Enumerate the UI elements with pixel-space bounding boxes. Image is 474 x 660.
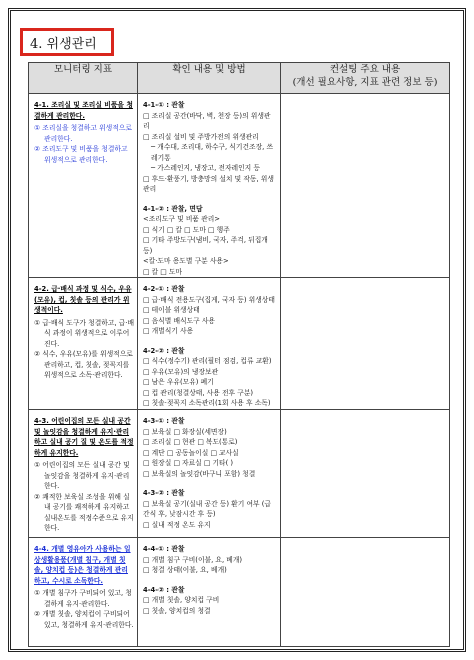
check-item: □ 테이블 위생상태 xyxy=(143,306,200,314)
indicator-item: ① 급·배식 도구가 청결하고, 급·배식 과정이 위생적으로 이루어진다. xyxy=(34,318,135,348)
check-heading: 4-4-① : 관찰 xyxy=(143,545,185,553)
table-row xyxy=(29,278,450,410)
consulting-cell[interactable] xyxy=(281,278,450,410)
check-item: □ 칫솔, 양치컵의 청결 xyxy=(143,606,211,615)
consulting-cell[interactable] xyxy=(281,410,450,538)
check-item: <칼·도마 용도별 구분 사용> xyxy=(143,257,229,265)
check-item: □ 칼 □ 도마 xyxy=(143,267,183,276)
indicator-item: ① 어린이집의 모든 실내 공간 및 놀잇감을 청결하게 유지·관리한다. xyxy=(34,461,130,490)
check-item: □ 후드·환풍기, 방충망의 설치 및 작동, 위생관리 xyxy=(143,174,274,193)
consulting-cell[interactable] xyxy=(281,538,450,647)
check-item: □ 남은 우유(모유) 폐기 xyxy=(143,378,214,386)
check-item: □ 계단 □ 공동놀이실 □ 교사실 xyxy=(143,448,239,457)
check-item: □ 컵 관리(청결상태, 사용 전후 구분) xyxy=(143,388,254,397)
check-subitem: ─ 가스레인지, 냉장고, 전자레인지 등 xyxy=(151,164,260,172)
check-heading: 4-3-① : 관찰 xyxy=(143,417,185,425)
check-heading: 4-1-① : 관찰 xyxy=(143,101,185,109)
check-cell xyxy=(138,538,281,647)
check-cell xyxy=(138,410,281,538)
indicator-title: 4-3. 어린이집의 모든 실내 공간 및 놀잇감을 청결하게 유지·관리하고 실내 공기 질 및 온도를 적정하게 유지한다. xyxy=(34,417,134,457)
check-heading: 4-2-② : 관찰 xyxy=(143,346,185,355)
table-header-row xyxy=(29,63,450,94)
check-heading: 4-3-② : 관찰 xyxy=(143,489,185,497)
header-consulting xyxy=(281,63,450,94)
check-heading: 4-1-② : 관찰, 면담 xyxy=(143,204,203,213)
table-row xyxy=(29,538,450,647)
header-check-method: 확인 내용 및 방법 xyxy=(138,63,281,94)
check-item: □ 개별 칫솔, 양치컵 구비 xyxy=(143,596,220,604)
check-item: □ 식기 □ 칼 □ 도마 □ 행주 xyxy=(143,225,230,234)
check-heading: 4-4-② : 관찰 xyxy=(143,585,185,594)
check-item: □ 식수(정수기) 관리(필터 점검, 컵류 교환) xyxy=(143,357,272,365)
header-indicator: 모니터링 지표 xyxy=(29,63,138,94)
header-consulting-line1: 컨설팅 주요 내용 xyxy=(329,64,401,75)
indicator-item: ① 개별 침구가 구비되어 있고, 청결하게 유지·관리한다. xyxy=(34,589,132,608)
indicator-title: 4-4. 개별 영유아가 사용하는 일상생활용품(개별 침구, 개별 칫솔, 양치컵 등)은 청결하게 관리하고, 수시로 소독한다. xyxy=(34,545,131,585)
check-item: □ 보육실 □ 화장실(세면장) xyxy=(143,427,227,436)
check-item: □ 음식별 배식도구 사용 xyxy=(143,316,215,325)
check-item: □ 조리실 설비 및 주방가전의 위생관리 xyxy=(143,132,259,141)
check-item: □ 개별 침구 구비(이불, 요, 베개) xyxy=(143,555,243,564)
check-item: □ 조리실 공간(바닥, 벽, 천장 등)의 위생관리 xyxy=(143,111,271,130)
check-item: □ 조리실 □ 현관 □ 복도(통로) xyxy=(143,438,238,446)
indicator-title: 4-1. 조리실 및 조리실 비품을 청결하게 관리한다. xyxy=(34,101,133,120)
check-item: □ 보육실의 놀잇감(바구니 포함) 청결 xyxy=(143,469,256,478)
indicator-item: ② 조리도구 및 비품을 청결하고 위생적으로 관리한다. xyxy=(34,145,128,164)
check-item: □ 기타 주방도구(냄비, 국자, 주걱, 뒤집개 등) xyxy=(143,236,268,255)
table-row xyxy=(29,410,450,538)
indicator-cell xyxy=(29,278,138,410)
indicator-cell xyxy=(29,538,138,647)
header-consulting-line2: (개선 필요사항, 지표 관련 정보 등) xyxy=(292,77,438,88)
check-item: □ 급·배식 전용도구(집게, 국자 등) 위생상태 xyxy=(143,295,275,304)
table-row xyxy=(29,94,450,278)
indicator-cell xyxy=(29,94,138,278)
check-heading: 4-2-① : 관찰 xyxy=(143,285,185,293)
consulting-cell[interactable] xyxy=(281,94,450,278)
check-cell xyxy=(138,278,281,410)
indicator-item: ② 개별 칫솔, 양치컵이 구비되어 있고, 청결하게 유지·관리한다. xyxy=(34,610,134,629)
indicator-item: ② 쾌적한 보육실 조성을 위해 실내 공기를 쾌적하게 유지하고 실내온도를 적정수준으로 유지한다. xyxy=(34,492,134,532)
monitoring-table xyxy=(28,62,450,647)
indicator-title: 4-2. 급·배식 과정 및 식수, 우유(모유), 컵, 칫솔 등의 관리가 위생적이다. xyxy=(34,285,132,314)
check-item: □ 칫솔·젖꼭지 소독관리(1회 사용 후 소독) xyxy=(143,399,271,407)
check-cell xyxy=(138,94,281,278)
check-item: <조리도구 및 비품 관리> xyxy=(143,215,220,223)
check-item: □ 실내 적정 온도 유지 xyxy=(143,520,211,529)
check-item: □ 원장실 □ 자료실 □ 기타( ) xyxy=(143,459,234,467)
check-item: □ 보육실 공기(실내 공간 등) 환기 여부 (급간식 후, 낮잠시간 후 등) xyxy=(143,499,271,518)
check-item: □ 개별식기 사용 xyxy=(143,327,194,335)
indicator-cell xyxy=(29,410,138,538)
check-item: □ 우유(모유)의 냉장보관 xyxy=(143,367,219,376)
indicator-item: ② 식수, 우유(모유)를 위생적으로 관리하고, 컵, 칫솔, 젖꼭지를 위생적으로 소독·관리한다. xyxy=(34,350,133,379)
section-title: 4. 위생관리 xyxy=(20,28,114,56)
check-item: □ 청결 상태(이불, 요, 베개) xyxy=(143,566,227,574)
indicator-item: ① 조리실을 청결하고 위생적으로 관리한다. xyxy=(34,124,132,143)
check-subitem: ─ 개수대, 조리대, 하수구, 식기건조장, 쓰레기통 xyxy=(151,143,274,162)
